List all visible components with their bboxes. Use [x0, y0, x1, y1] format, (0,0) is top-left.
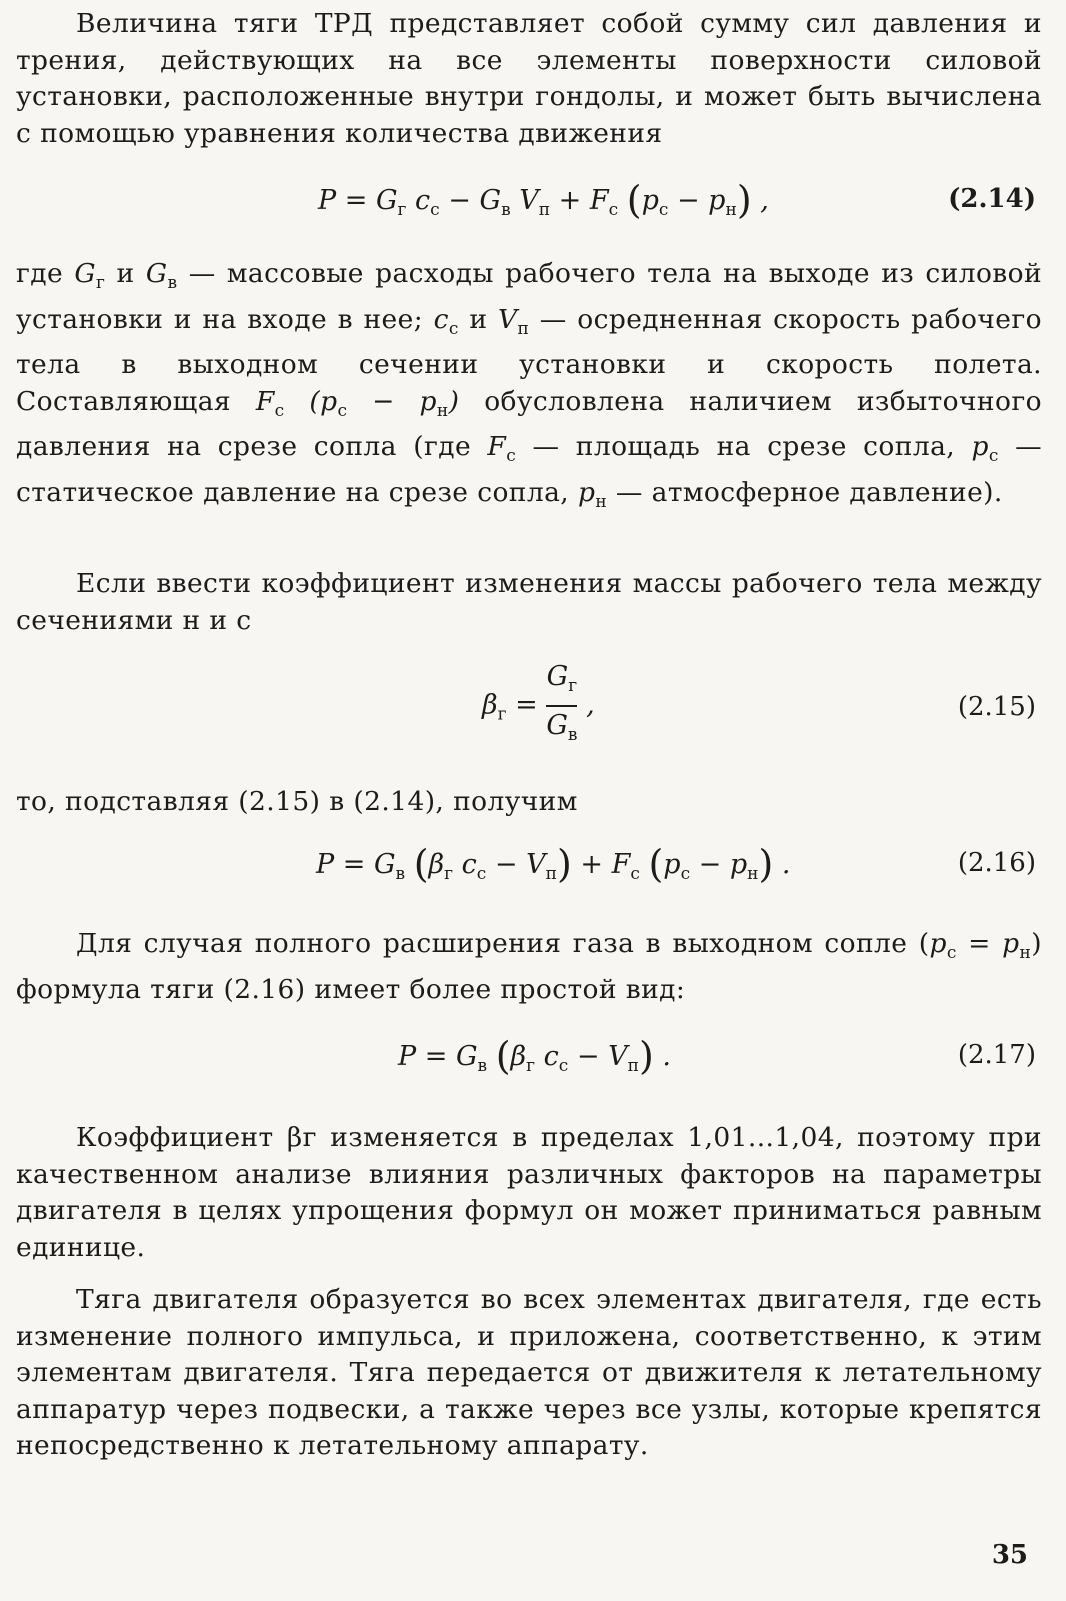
- equation-2-16: $P = G_в$ ($\beta_г$ $c_с - V_п) + F_с$ $(p_с - p_н)$ . (2.16): [316, 842, 1036, 886]
- equation-2-17: $P = G_в$ ($\beta_г$ $c_с - V_п$) . (2.17): [398, 1034, 1036, 1078]
- page-number: 35: [991, 1540, 1028, 1570]
- paragraph-coefficient: Если ввести коэффициент изменения массы рабочего тела между сечениями н и с: [16, 568, 1042, 636]
- equation-number: (2.17): [957, 1040, 1036, 1070]
- equation-2-15: $\beta_г$ = $\frac{G_г}{G_в}$ , (2.15): [482, 661, 1036, 745]
- paragraph-full-expansion: Для случая полного расширения газа в выходном сопле $(p_с = p_н)$ формула тяги (2.16) имеет более простой вид:: [16, 928, 1042, 1005]
- equation-number: (2.14): [948, 184, 1036, 214]
- equation-number: (2.16): [957, 848, 1036, 878]
- paragraph-thrust-transfer: Тяга двигателя образуется во всех элементах двигателя, где есть изменение полного импульса, и приложена, соответственно, к этим элементам двигателя. Тяга передается от движителя к летательному аппаратур через подвески, а также через все узлы, которые крепятся непосредственно к летательному аппарату.: [16, 1284, 1042, 1461]
- paragraph-beta-range: Коэффициент βг изменяется в пределах 1,01...1,04, поэтому при качественном анализе влияния различных факторов на параметры двигателя в целях упрощения формул он может приниматься равным единице.: [16, 1122, 1042, 1263]
- equation-number: (2.15): [957, 692, 1036, 722]
- paragraph-substitution: то, подставляя (2.15) в (2.14), получим: [16, 786, 578, 817]
- equation-2-14: $P = G_г$ $c_с - G_в$ $V_п + F_с$ $(p_с - p_н)$ , (2.14): [318, 178, 1036, 222]
- paragraph-definitions: где $G_г$ и $G_в$ — массовые расходы рабочего тела на выходе из силовой установки и на входе в нее; $c_с$ и $V_п$ — осредненная скорость рабочего тела в выходном сечении установки и скорость полета. Составляющая $F_с$ $(p_с - p_н)$ обусловлена наличием избыточного давления на срезе сопла (где $F_с$ — площадь на срезе сопла, $p_с$ — статическое давление на срезе сопла, $p_н$ — атмосферное давление).: [16, 258, 1043, 512]
- paragraph-intro: Величина тяги ТРД представляет собой сумму сил давления и трения, действующих на все элементы поверхности силовой установки, расположенные внутри гондолы, и может быть вычислена с помощью уравнения количества движения: [16, 8, 1042, 149]
